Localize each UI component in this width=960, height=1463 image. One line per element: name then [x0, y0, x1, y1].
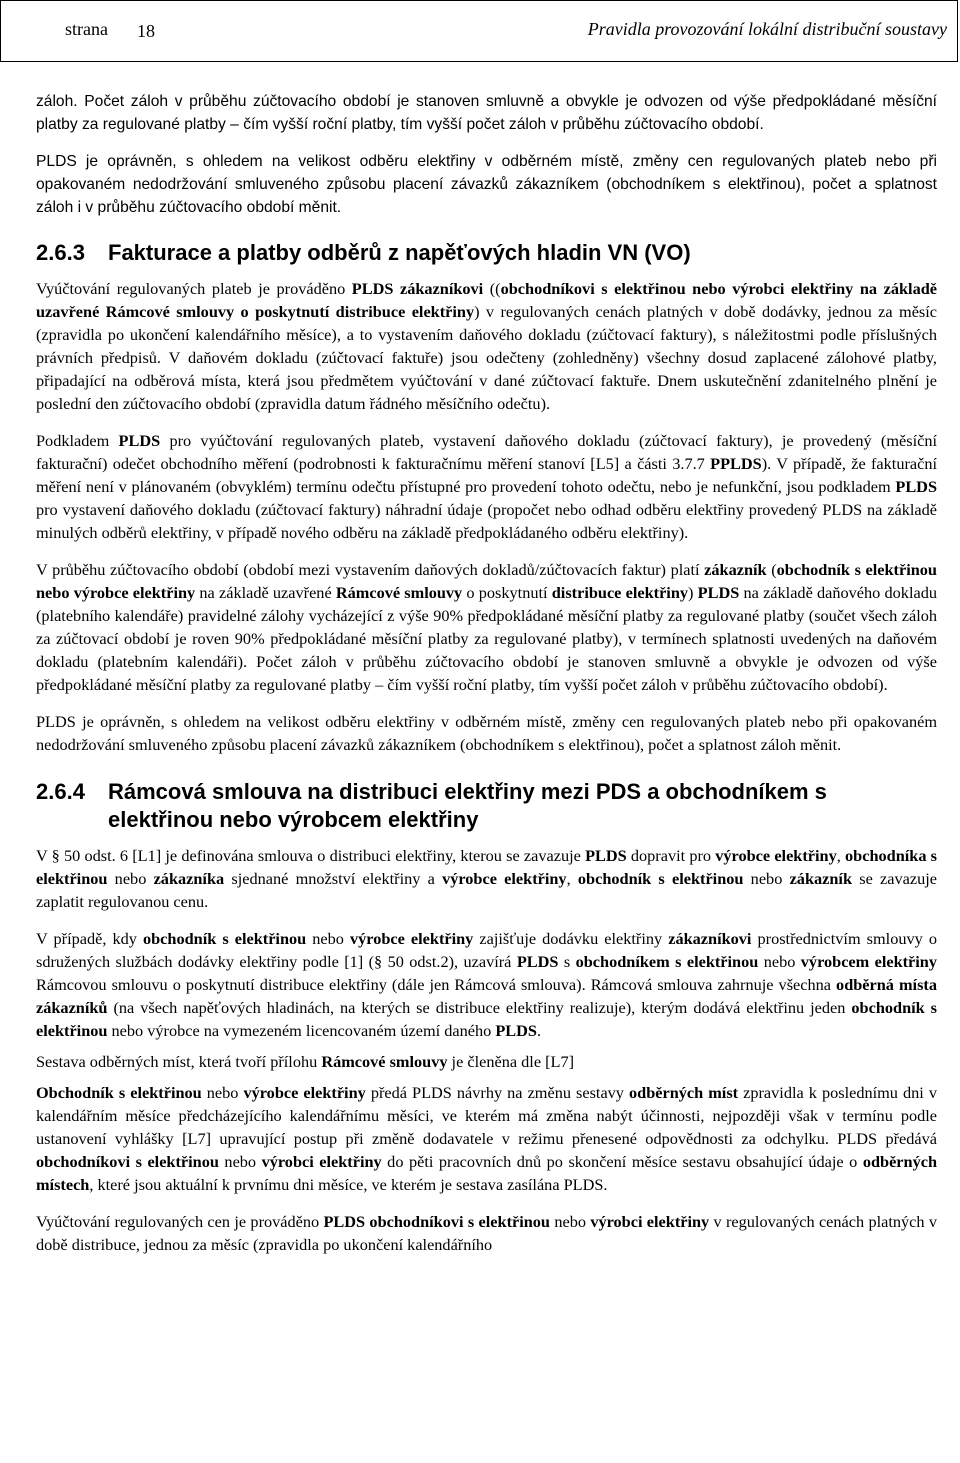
document-title: Pravidla provozování lokální distribuční soustavy — [587, 19, 947, 39]
paragraph-intro-1: záloh. Počet záloh v průběhu zúčtovacího období je stanoven smluvně a obvykle je odvozen od výše předpokládané měsíční platby za regulované platby – čím vyšší roční platby, tím vyšší počet záloh v průběhu zúčtovacího období. — [36, 93, 937, 133]
section-heading-2-6-4 — [36, 778, 937, 834]
section-title: Fakturace a platby odběrů z napěťových hladin VN (VO) — [108, 240, 691, 265]
page-content — [36, 90, 937, 1256]
section-title: Rámcová smlouva na distribuci elektřiny mezi PDS a obchodníkem s elektřinou nebo výrobcem elektřiny — [108, 779, 827, 832]
paragraph-2-6-4-3: Sestava odběrných míst, která tvoří přílohu Rámcové smlouvy je členěna dle [L7] — [36, 1052, 575, 1071]
paragraph-2-6-4-2: V případě, kdy obchodník s elektřinou nebo výrobce elektřiny zajišťuje dodávku elektřiny zákazníkovi prostřednictvím smlouvy o sdružených službách dodávky elektřiny podle [1] (§ 50 odst.2), uzavírá PLDS s obchodníkem s elektřinou nebo výrobcem elektřiny Rámcovou smlouvu o poskytnutí distribuce elektřiny (dále jen Rámcová smlouva). Rámcová smlouva zahrnuje všechna odběrná místa zákazníků (na všech napěťových hladinách, na kterých se distribuce elektřiny realizuje), kterým dodává elektřinu jeden obchodník s elektřinou nebo výrobce na vymezeném licencovaném území daného PLDS. — [36, 929, 938, 1040]
section-number: 2.6.4 — [36, 779, 85, 804]
paragraph-2-6-3-1: Vyúčtování regulovaných plateb je prováděno PLDS zákazníkovi ((obchodníkovi s elektřinou nebo výrobci elektřiny na základě uzavřené Rámcové smlouvy o poskytnutí distribuce elektřiny) v regulovaných cenách platných v době dodávky, jednou za měsíc (zpravidla po ukončení kalendářního měsíce), a to vystavením daňového dokladu (zúčtovací faktury), s náležitostmi podle příslušných právních předpisů. V daňovém dokladu (zúčtovací faktuře) jsou odečteny (zohledněny) všechny dosud zaplacené zálohové platby, připadající na odběrová místa, která jsou předmětem vyúčtování v dané zúčtovací faktuře. Dnem uskutečnění zdanitelného plnění je poslední den zúčtovacího období (zpravidla datum řádného měsíčního odečtu). — [36, 279, 937, 413]
paragraph-intro-2: PLDS je oprávněn, s ohledem na velikost odběru elektřiny v odběrném místě, změny cen regulovaných plateb nebo při opakovaném nedodržování smluveného způsobu placení závazků zákazníkem (obchodníkem s elektřinou), počet a splatnost záloh i v průběhu zúčtovacího období měnit. — [36, 153, 937, 216]
page-number: 18 — [137, 21, 155, 41]
section-heading-2-6-3 — [36, 239, 937, 267]
paragraph-2-6-3-4: PLDS je oprávněn, s ohledem na velikost odběru elektřiny v odběrném místě, změny cen regulovaných plateb nebo při opakovaném nedodržování smluveného způsobu placení závazků zákazníkem (obchodníkem s elektřinou), počet a splatnost záloh měnit. — [36, 712, 937, 754]
page-header — [0, 0, 958, 62]
section-number: 2.6.3 — [36, 240, 85, 265]
paragraph-2-6-4-4: Obchodník s elektřinou nebo výrobce elektřiny předá PLDS návrhy na změnu sestavy odběrných míst zpravidla k poslednímu dni v kalendářním měsíce předcházejícího kalendářnímu měsíci, ve kterém má změna nabýt účinnosti, nejpozději však v termínu podle ustanovení vyhlášky [L7] upravující postup při změně dodavatele v režimu přenesené odpovědnosti za odchylku. PLDS předává obchodníkovi s elektřinou nebo výrobci elektřiny do pěti pracovních dnů po skončení měsíce sestavu obsahující údaje o odběrných místech, které jsou aktuální k prvnímu dni měsíce, ve kterém je sestava zasílána PLDS. — [36, 1083, 937, 1194]
paragraph-2-6-4-1: V § 50 odst. 6 [L1] je definována smlouva o distribuci elektřiny, kterou se zavazuje PLDS dopravit pro výrobce elektřiny, obchodníka s elektřinou nebo zákazníka sjednané množství elektřiny a výrobce elektřiny, obchodník s elektřinou nebo zákazník se zavazuje zaplatit regulovanou cenu. — [36, 846, 937, 911]
paragraph-2-6-4-5: Vyúčtování regulovaných cen je prováděno PLDS obchodníkovi s elektřinou nebo výrobci elektřiny v regulovaných cenách platných v době distribuce, jednou za měsíc (zpravidla po ukončení kalendářního — [36, 1212, 937, 1254]
paragraph-2-6-3-2: Podkladem PLDS pro vyúčtování regulovaných plateb, vystavení daňového dokladu (zúčtovací faktury), je provedený (měsíční fakturační) odečet obchodního měření (podrobnosti k fakturačnímu měření stanoví [L5] a části 3.7.7 PPLDS). V případě, že fakturační měření není v plánovaném (obvyklém) termínu odečtu přístupné pro provedení tohoto odečtu, nebo je nefunkční, jsou podkladem PLDS pro vystavení daňového dokladu (zúčtovací faktury) náhradní údaje (propočet nebo odhad odběru elektřiny provedený PLDS na základě minulých odběrů elektřiny, v případě nového odběru na základě předpokládaného odběru elektřiny). — [36, 431, 937, 542]
page-label: strana — [65, 19, 108, 39]
paragraph-2-6-3-3: V průběhu zúčtovacího období (období mezi vystavením daňových dokladů/zúčtovacích faktur) platí zákazník (obchodník s elektřinou nebo výrobce elektřiny na základě uzavřené Rámcové smlouvy o poskytnutí distribuce elektřiny) PLDS na základě daňového dokladu (platebního kalendáře) pravidelné zálohy vycházející z výše 90% předpokládané měsíční platby za regulované platby (součet všech záloh za zúčtovací období je roven 90% předpokládané měsíční platby za regulované platby), v termínech splatnosti uvedených na daňovém dokladu (platebním kalendáři). Počet záloh v průběhu zúčtovacího období je stanoven smluvně a obvykle je odvozen od výše předpokládané měsíční platby za regulované platby – čím vyšší roční platby, tím vyšší počet záloh v průběhu zúčtovacího období). — [36, 560, 937, 694]
